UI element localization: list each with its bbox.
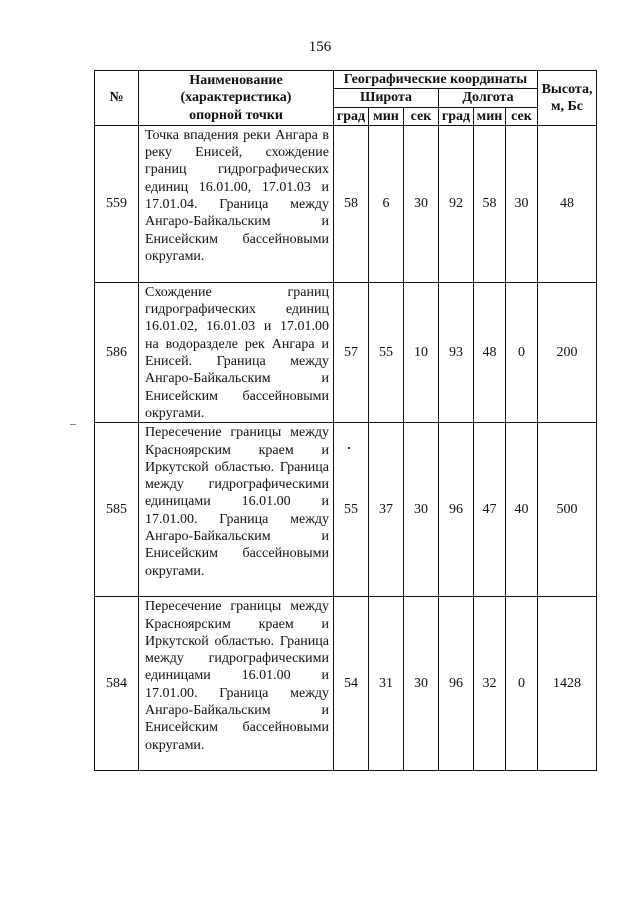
scan-edge-mark	[70, 424, 76, 425]
lon-deg: 93	[439, 282, 474, 422]
header-latitude: Широта	[334, 89, 439, 107]
unit-lon-min: мин	[474, 107, 506, 125]
header-number: №	[95, 71, 139, 126]
unit-lon-deg: град	[439, 107, 474, 125]
row-name: Схождение границ гидрографических единиц 16.01.02, 16.01.03 и 17.01.00 на водоразделе рек Ангара и Енисей. Граница между Ангаро-Байкальским и Енисейским бассейновыми округами.	[139, 282, 334, 422]
height: 48	[538, 125, 597, 282]
header-geo: Географические координаты	[334, 71, 538, 89]
page-number: 156	[308, 39, 332, 55]
lon-sec: 0	[506, 282, 538, 422]
row-number: 585	[95, 423, 139, 597]
row-number: 586	[95, 282, 139, 422]
unit-lat-deg: град	[334, 107, 369, 125]
lat-min: 37	[369, 423, 404, 597]
lat-sec: 30	[404, 423, 439, 597]
lon-min: 48	[474, 282, 506, 422]
table-row	[95, 125, 597, 282]
header-name	[139, 71, 334, 126]
coordinates-table	[94, 70, 597, 771]
row-name: Пересечение границы между Красноярским краем и Иркутской областью. Граница между гидрографическими единицами 16.01.00 и 17.01.00. Граница между Ангаро-Байкальским и Енисейским бассейновыми округами.	[139, 597, 334, 771]
table-row	[95, 282, 597, 422]
unit-lat-min: мин	[369, 107, 404, 125]
lon-deg: 96	[439, 597, 474, 771]
row-name: Пересечение границы между Красноярским краем и Иркутской областью. Граница между гидрографическими единицами 16.01.00 и 17.01.00. Граница между Ангаро-Байкальским и Енисейским бассейновыми округами.	[139, 423, 334, 597]
header-height-line2: м, Бс	[551, 98, 584, 114]
unit-lon-sec: сек	[506, 107, 538, 125]
lon-sec: 30	[506, 125, 538, 282]
height: 500	[538, 423, 597, 597]
lat-sec: 30	[404, 597, 439, 771]
height: 200	[538, 282, 597, 422]
lon-sec: 0	[506, 597, 538, 771]
row-number: 584	[95, 597, 139, 771]
row-name: Точка впадения реки Ангара в реку Енисей, схождение границ гидрографических единиц 16.01.00, 17.01.03 и 17.01.04. Граница между Ангаро-Байкальским и Енисейским бассейновыми округами.	[139, 125, 334, 282]
header-height-line1: Высота,	[541, 81, 593, 97]
row-number: 559	[95, 125, 139, 282]
lon-min: 32	[474, 597, 506, 771]
lat-deg: 57	[334, 282, 369, 422]
lat-deg: 58	[334, 125, 369, 282]
lat-min: 31	[369, 597, 404, 771]
header-height	[538, 71, 597, 126]
lon-min: 47	[474, 423, 506, 597]
lat-min: 6	[369, 125, 404, 282]
lon-min: 58	[474, 125, 506, 282]
lon-deg: 96	[439, 423, 474, 597]
header-name-line1: Наименование	[189, 73, 283, 88]
lat-deg: 54	[334, 597, 369, 771]
lat-min: 55	[369, 282, 404, 422]
lon-deg: 92	[439, 125, 474, 282]
height: 1428	[538, 597, 597, 771]
lat-sec: 30	[404, 125, 439, 282]
header-name-line2: (характеристика)	[180, 90, 292, 106]
lat-sec: 10	[404, 282, 439, 422]
table-row	[95, 597, 597, 771]
header-name-line3: опорной точки	[189, 107, 283, 123]
scan-dot	[348, 447, 350, 449]
table-row	[95, 423, 597, 597]
lat-deg: 55	[334, 423, 369, 597]
header-longitude: Долгота	[439, 89, 538, 107]
unit-lat-sec: сек	[404, 107, 439, 125]
lon-sec: 40	[506, 423, 538, 597]
